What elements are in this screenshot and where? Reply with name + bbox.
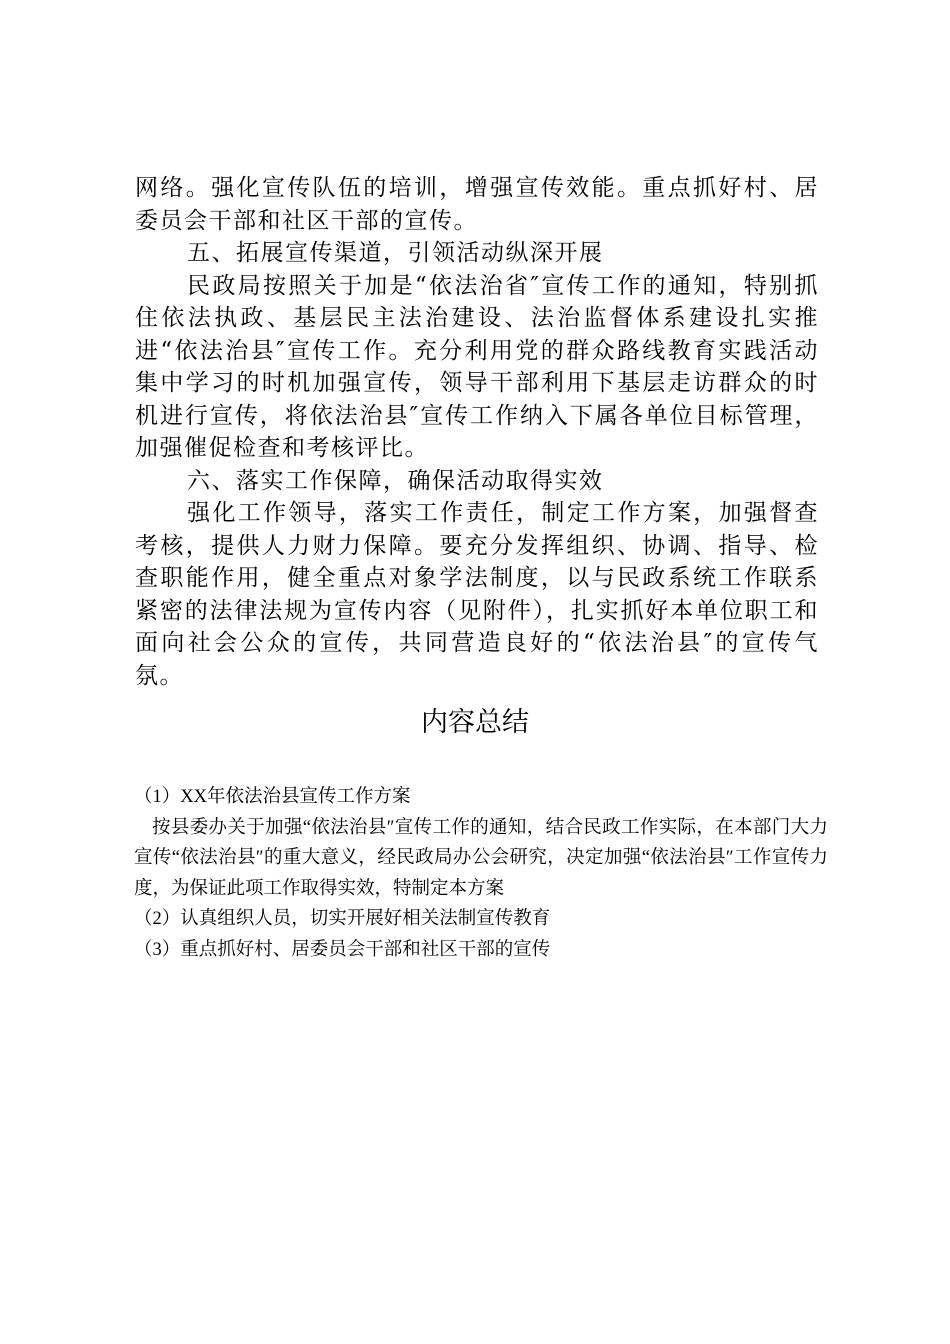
summary-section xyxy=(134,782,828,965)
summary-item-1: （1）XX年依法治县宣传工作方案 xyxy=(134,787,411,807)
paragraph-work-guarantee: 强化工作领导，落实工作责任，制定工作方案，加强督查考核，提供人力财力保障。要充分发挥组织、协调、指导、检查职能作用，健全重点对象学法制度，以与民政系统工作联系紧密的法律法规为宣传内容（见附件），扎实抓好本单位职工和面向社会公众的宣传，共同营造良好的“依法治县″的宣传气氛。 xyxy=(135,500,819,689)
summary-intro: 按县委办关于加强“依法治县″宣传工作的通知，结合民政工作实际，在本部门大力宣传“依法治县″的重大意义，经民政局办公会研究，决定加强“依法治县″工作宣传力度，为保证此项工作取得实效，特制定本方案 xyxy=(134,817,828,899)
paragraph-civil-affairs: 民政局按照关于加是“依法治省″宣传工作的通知，特别抓住依法执政、基层民主法治建设、法治监督体系建设扎实推进“依法治县″宣传工作。充分利用党的群众路线教育实践活动集中学习的时机加强宣传，领导干部利用下基层走访群众的时机进行宣传，将依法治县″宣传工作纳入下属各单位目标管理，加强催促检查和考核评比。 xyxy=(135,272,819,461)
section-heading-five: 五、拓展宣传渠道，引领活动纵深开展 xyxy=(187,240,604,266)
body-text xyxy=(135,172,819,692)
paragraph-network: 网络。强化宣传队伍的培训，增强宣传效能。重点抓好村、居委员会干部和社区干部的宣传。 xyxy=(135,175,819,234)
summary-item-2: （2）认真组织人员，切实开展好相关法制宣传教育 xyxy=(134,909,551,929)
summary-item-3: （3）重点抓好村、居委员会干部和社区干部的宣传 xyxy=(134,939,551,960)
section-heading-six: 六、落实工作保障，确保活动取得实效 xyxy=(187,467,604,494)
summary-title: 内容总结 xyxy=(421,707,529,737)
